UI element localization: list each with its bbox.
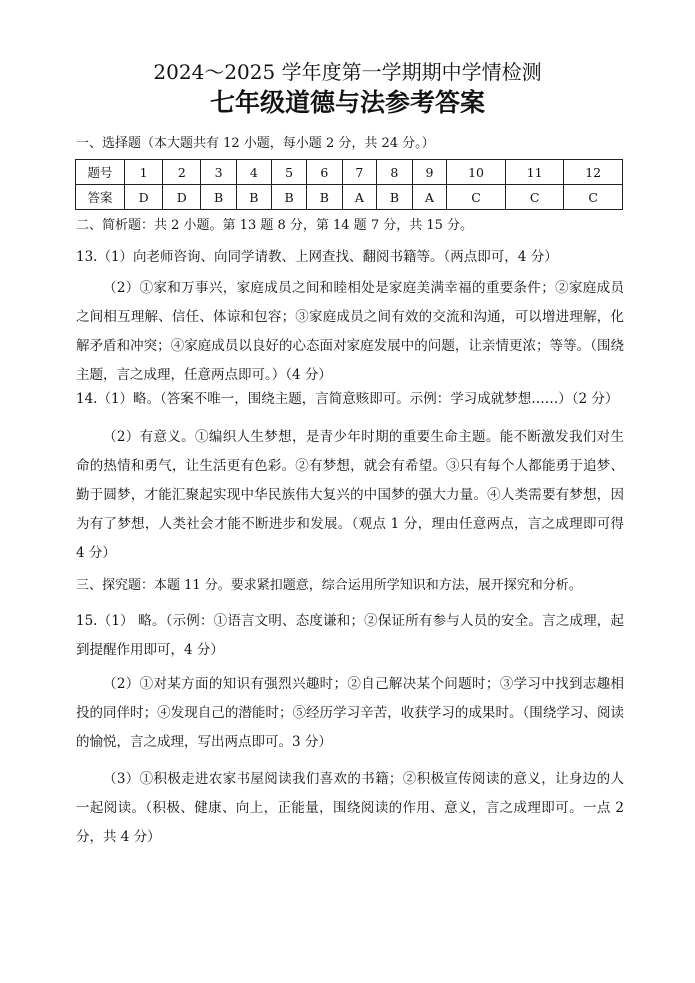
answer-cell: C <box>564 185 623 210</box>
q13-part2-text: （2）①家和万事兴，家庭成员之间和睦相处是家庭美满幸福的重要条件；②家庭成员之间相互理解、信任、体谅和包容；③家庭成员之间有效的交流和沟通，可以增进理解，化解矛盾和冲突；④家庭成员以良好的心态面对家庭发展中的问题，让亲情更浓；等等。（围绕主题，言之成理，任意两点即可。）（4 分） <box>76 280 624 383</box>
answer-cell: D <box>163 185 201 210</box>
answer-table <box>75 159 623 210</box>
answer-cell: C <box>505 185 564 210</box>
question-number: 1 <box>125 160 163 185</box>
question-number: 6 <box>307 160 342 185</box>
question-number: 2 <box>163 160 201 185</box>
q15-part3 <box>76 765 624 852</box>
exam-title: 2024～2025 学年度第一学期期中学情检测 <box>153 60 542 84</box>
q15-part1-text: 15.（1） 略。（示例：①语言文明、态度谦和；②保证所有参与人员的安全。言之成理，起到提醒作用即可，4 分） <box>76 613 624 658</box>
answer-cell: A <box>412 185 447 210</box>
q13-part1-text: 13.（1）向老师咨询、向同学请教、上网查找、翻阅书籍等。（两点即可，4 分） <box>76 249 558 265</box>
answer-cell: B <box>236 185 271 210</box>
answer-cell: B <box>377 185 412 210</box>
q13-part1 <box>76 243 624 272</box>
answer-cell: C <box>447 185 506 210</box>
answer-cell: B <box>307 185 342 210</box>
question-number: 3 <box>201 160 236 185</box>
question-number: 8 <box>377 160 412 185</box>
q15-part2-text: （2）①对某方面的知识有强烈兴趣时；②自己解决某个问题时；③学习中找到志趣相投的同伴时；④发现自己的潜能时；⑤经历学习辛苦，收获学习的成果时。（围绕学习、阅读的愉悦，言之成理，写出两点即可。3 分） <box>76 676 624 750</box>
question-number: 5 <box>271 160 306 185</box>
answer-cell: B <box>201 185 236 210</box>
q14-part1 <box>76 385 624 414</box>
question-number: 7 <box>342 160 377 185</box>
row-label-answer: 答案 <box>76 185 125 210</box>
q15-part1 <box>76 607 624 665</box>
q15-part2 <box>76 670 624 757</box>
answer-cell: D <box>125 185 163 210</box>
q14-part2 <box>76 423 624 568</box>
question-number: 4 <box>236 160 271 185</box>
section1-heading: 一、选择题（本大题共有 12 小题，每小题 2 分，共 24 分。） <box>76 136 435 151</box>
row-label-number: 题号 <box>76 160 125 185</box>
q13-part2 <box>76 274 624 390</box>
section3-heading: 三、探究题：本题 11 分。要求紧扣题意，综合运用所学知识和方法，展开探究和分析。 <box>76 578 582 593</box>
answer-key-title: 七年级道德与法参考答案 <box>209 88 485 117</box>
answer-row <box>76 185 623 210</box>
section2-heading: 二、简析题：共 2 小题。第 13 题 8 分，第 14 题 7 分，共 15 分。 <box>76 218 474 233</box>
question-number: 9 <box>412 160 447 185</box>
question-number: 11 <box>505 160 564 185</box>
question-number: 12 <box>564 160 623 185</box>
answer-cell: A <box>342 185 377 210</box>
q15-part3-text: （3）①积极走进农家书屋阅读我们喜欢的书籍；②积极宣传阅读的意义，让身边的人一起阅读。（积极、健康、向上，正能量，围绕阅读的作用、意义，言之成理即可。一点 2 分，共 4 分） <box>76 771 624 845</box>
question-number-row <box>76 160 623 185</box>
question-number: 10 <box>447 160 506 185</box>
q14-part2-text: （2）有意义。①编织人生梦想，是青少年时期的重要生命主题。能不断激发我们对生命的热情和勇气，让生活更有色彩。②有梦想，就会有希望。③只有每个人都能勇于追梦、勤于圆梦，才能汇聚起实现中华民族伟大复兴的中国梦的强大力量。④人类需要有梦想，因为有了梦想，人类社会才能不断进步和发展。（观点 1 分，理由任意两点，言之成理即可得 4 分） <box>76 429 624 561</box>
q14-part1-text: 14.（1）略。（答案不唯一，围绕主题，言简意赅即可。示例：学习成就梦想……）（2 分） <box>76 391 619 407</box>
answer-cell: B <box>271 185 306 210</box>
